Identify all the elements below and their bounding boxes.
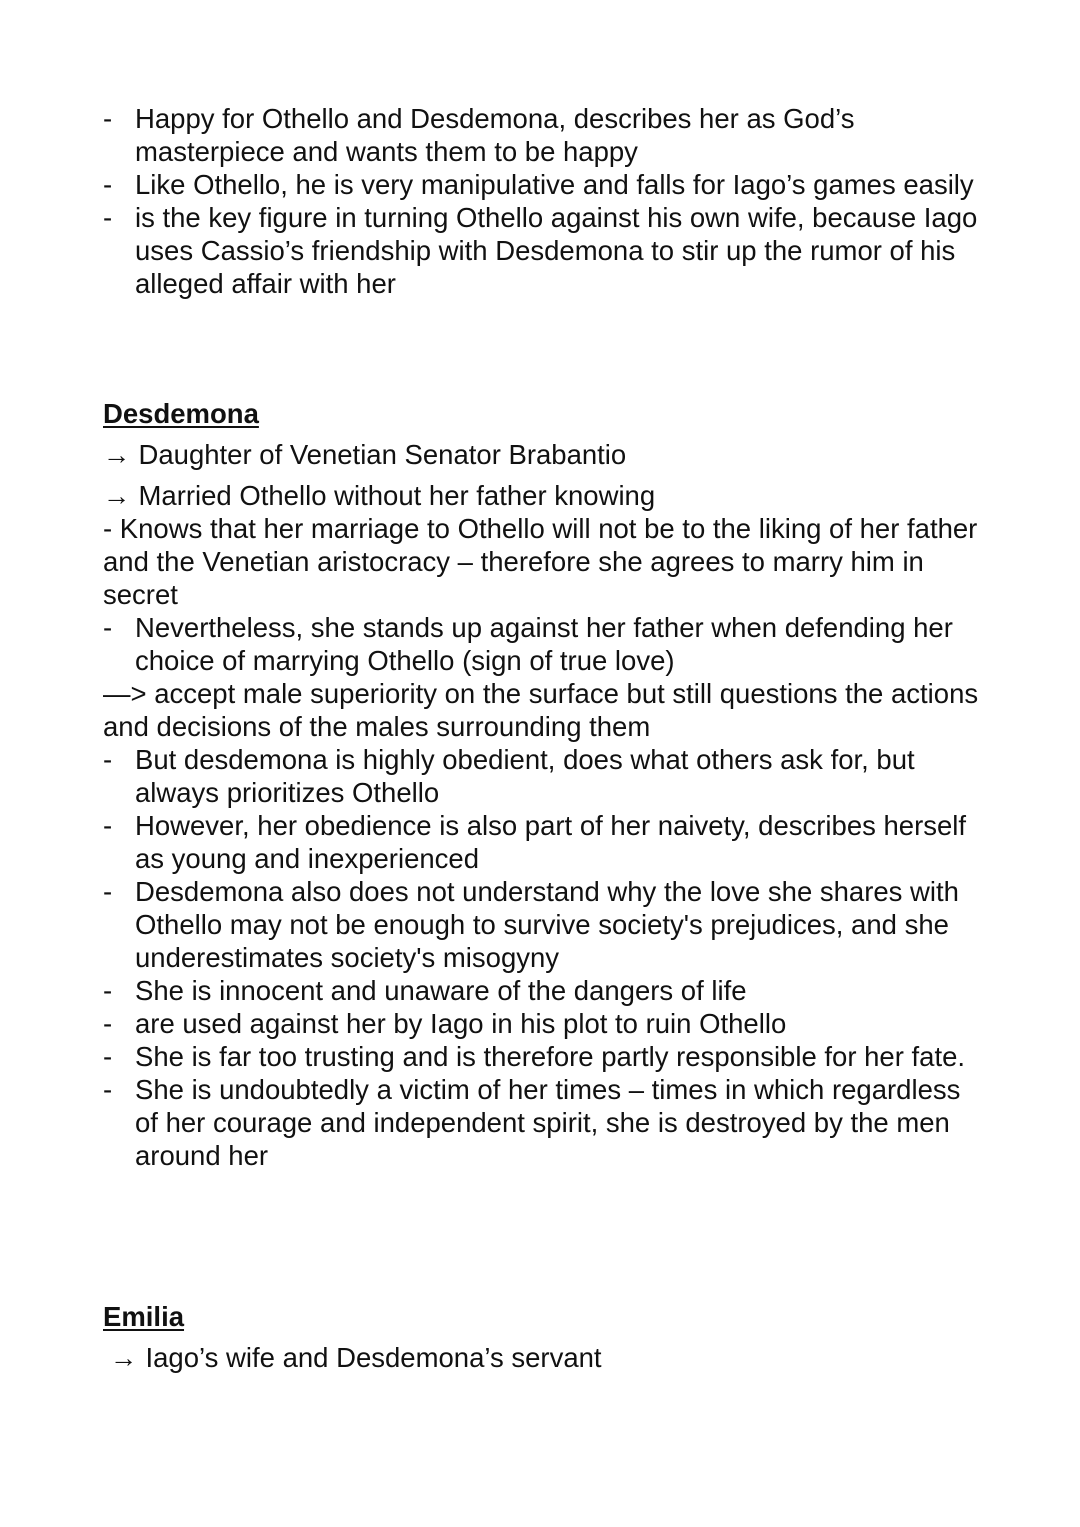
dash-marker: - [103,744,113,775]
dash-marker: - [103,103,113,134]
arrow-note-text: Daughter of Venetian Senator Brabantio [138,439,627,470]
section-heading-emilia: Emilia [103,1301,185,1332]
dash-marker: - [103,975,113,1006]
list-item-text: She is undoubtedly a victim of her times – times in which regardless of her courage and independent spirit, she is destroyed by the men around her [135,1074,961,1171]
list-item [0,168,1080,201]
arrow-note-text: Iago’s wife and Desdemona’s servant [145,1342,602,1373]
section-heading-desdemona: Desdemona [103,398,259,429]
dash-marker: - [103,876,113,907]
list-item [0,974,1080,1007]
list-item [0,809,1080,875]
list-item [0,1040,1080,1073]
list-item [0,743,1080,809]
right-arrow-icon: → [110,1342,138,1373]
list-item-text: Desdemona also does not understand why the love she shares with Othello may not be enough to survive society's prejudices, and she underestimates society's misogyny [135,876,959,973]
dash-marker: - [103,169,113,200]
list-item-text: Happy for Othello and Desdemona, describes her as God’s masterpiece and wants them to be happy [135,103,855,167]
cassio-notes-section [0,102,1080,300]
dash-marker: - [103,612,113,643]
list-item [0,102,1080,168]
emilia-section [0,1300,1080,1374]
list-item [0,875,1080,974]
list-item-text: are used against her by Iago in his plot to ruin Othello [135,1008,787,1039]
list-item [0,201,1080,300]
list-item-text: She is far too trusting and is therefore partly responsible for her fate. [135,1041,966,1072]
paragraph: - Knows that her marriage to Othello will not be to the liking of her father and the Venetian aristocracy – therefore she agrees to marry him in secret [103,513,978,610]
list-item [0,1007,1080,1040]
list-item-text: is the key figure in turning Othello against his own wife, because Iago uses Cassio’s friendship with Desdemona to stir up the rumor of his alleged affair with her [135,202,978,299]
list-item-text: She is innocent and unaware of the dangers of life [135,975,747,1006]
dash-marker: - [103,1041,113,1072]
desdemona-section [0,397,1080,1172]
list-item-text: But desdemona is highly obedient, does what others ask for, but always prioritizes Othello [135,744,915,808]
list-item-text: Like Othello, he is very manipulative and falls for Iago’s games easily [135,169,974,200]
dash-marker: - [103,202,113,233]
right-arrow-icon: → [103,439,131,470]
arrow-note [0,479,1080,512]
list-item [0,1073,1080,1172]
arrow-note-text: Married Othello without her father knowing [138,480,656,511]
dash-marker: - [103,1074,113,1105]
list-item [0,611,1080,677]
list-item-text: However, her obedience is also part of her naivety, describes herself as young and inexperienced [135,810,967,874]
right-arrow-icon: → [103,480,131,511]
arrow-note [0,1341,1080,1374]
arrow-note [0,438,1080,471]
dash-marker: - [103,1008,113,1039]
list-item-text: Nevertheless, she stands up against her father when defending her choice of marrying Othello (sign of true love) [135,612,953,676]
paragraph: —> accept male superiority on the surface but still questions the actions and decisions of the males surrounding them [103,678,979,742]
dash-marker: - [103,810,113,841]
